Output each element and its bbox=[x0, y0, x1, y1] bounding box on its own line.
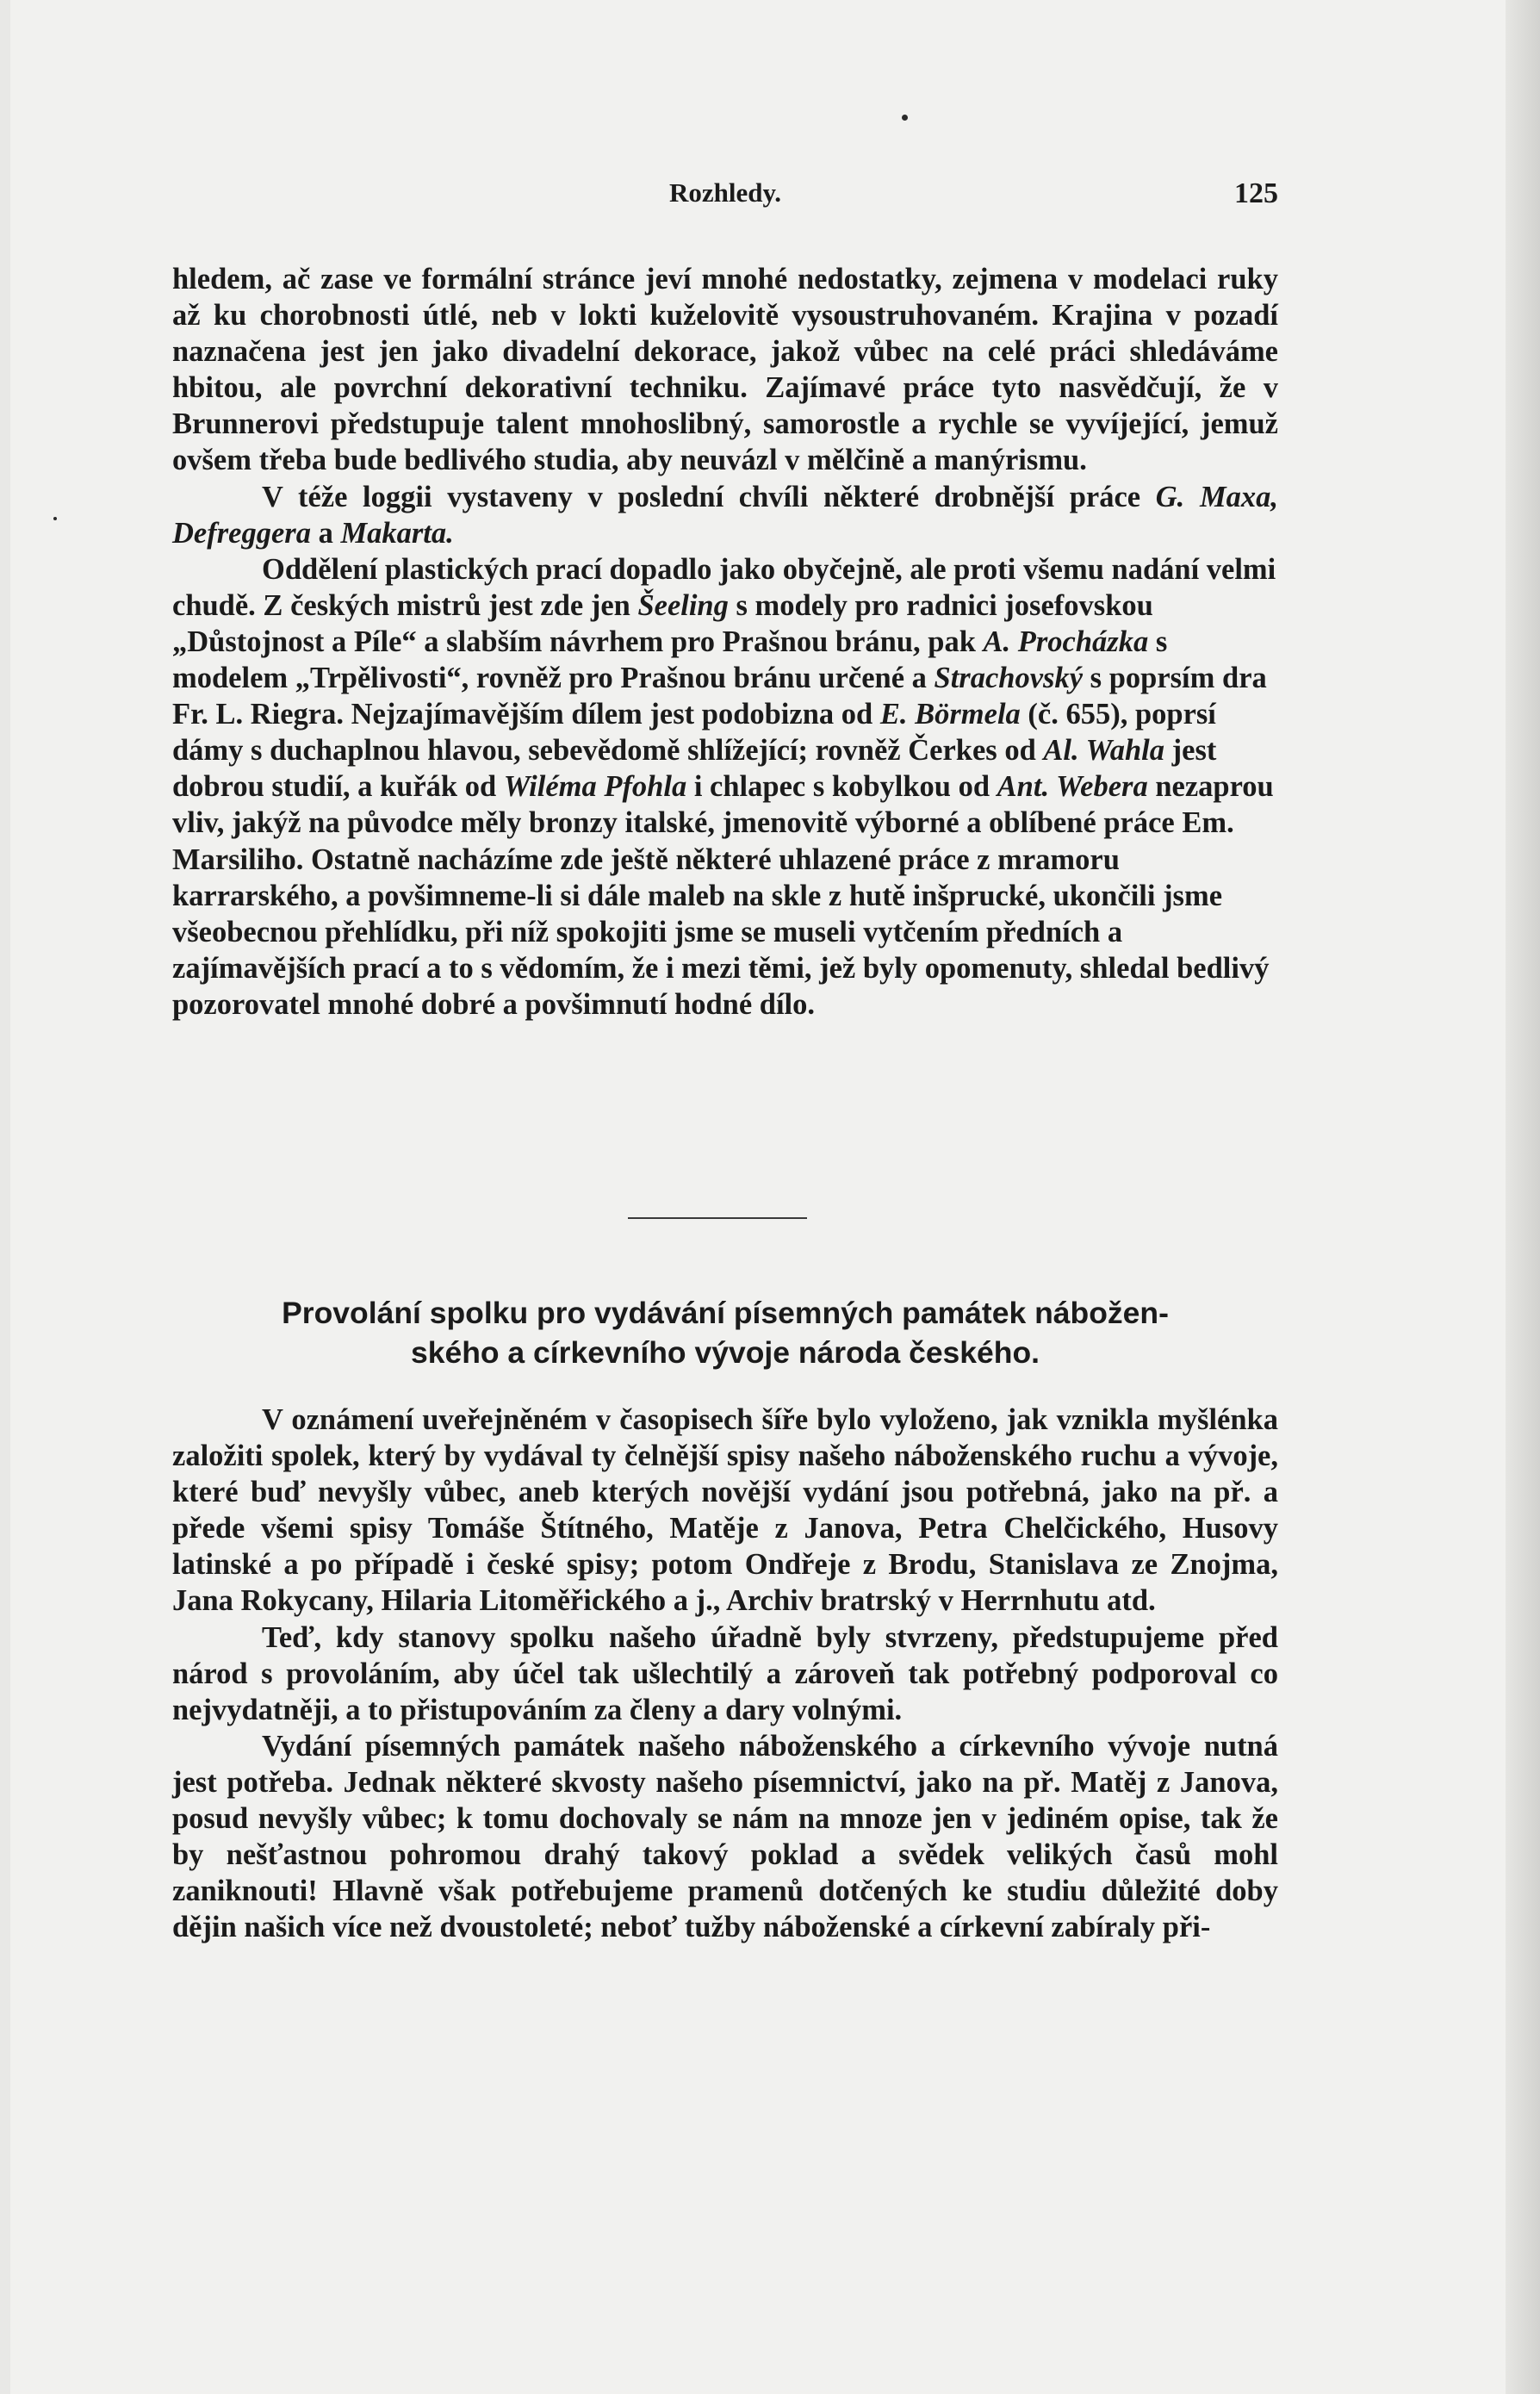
ink-speck bbox=[902, 115, 908, 121]
text-run: s modelem „Trpělivosti“, rovněž pro Prašnou bránu určené a bbox=[172, 625, 1168, 695]
section-divider bbox=[628, 1217, 807, 1219]
text-run: jest dobrou studií, a kuřák od bbox=[172, 734, 1217, 804]
text-run: i chlapec s kobylkou od bbox=[693, 770, 990, 804]
artist-name: Wiléma Pfohla bbox=[503, 770, 687, 804]
page-left-edge bbox=[0, 0, 10, 2394]
artist-name: Šeeling bbox=[637, 588, 729, 622]
page-number: 125 bbox=[1234, 177, 1278, 209]
artist-name: A. Procházka bbox=[983, 625, 1149, 658]
paragraph-loggia bbox=[172, 479, 1278, 551]
paragraph-brunner: hledem, ač zase ve formální stránce jeví mnohé nedostatky, zejmena v modelaci ruky až ku chorobnosti útlé, neb v lokti kuželovitě vysoustruhovaném. Krajina v pozadí naznačena jest jen jako divadelní dekorace, jakož vůbec na celé práci shledáváme hbitou, ale povrchní dekorativní techniku. Zajímavé práce tyto nasvědčují, že v Brunnerovi předstupuje talent mnohoslibný, samorostle a rychle se vyvíjející, jemuž ovšem třeba bude bedlivého studia, aby neuvázl v mělčině a manýrismu. bbox=[172, 263, 1278, 477]
artist-name: Strachovský bbox=[934, 662, 1084, 695]
paragraph-appeal: Teď, kdy stanovy spolku našeho úřadně byly stvrzeny, předstupujeme před národ s provoláním, aby účel tak ušlechtilý a zároveň tak potřebný podporoval co nejvydatněji, a to přistupováním za členy a dary volnými. bbox=[172, 1620, 1278, 1726]
paragraph-announcement: V oznámení uveřejněném v časopisech šíře bylo vyloženo, jak vznikla myšlénka založiti spolek, který by vydával ty čelnější spisy našeho náboženského ruchu a vývoje, které buď nevyšly vůbec, aneb kterých novější vydání jsou potřebná, jako na př. a přede všemi spisy Tomáše Štítného, Matěje z Janova, Petra Chelčického, Husovy latinské a po případě i české spisy; potom Ondřeje z Brodu, Stanislava ze Znojma, Jana Rokycany, Hilaria Litoměřického a j., Archiv bratrský v Herrnhutu atd. bbox=[172, 1403, 1278, 1618]
running-head: Rozhledy. bbox=[668, 177, 782, 208]
artist-names: G. Maxa, Defreggera bbox=[172, 480, 1279, 550]
page-right-edge bbox=[1506, 0, 1540, 2394]
heading-line-2: ského a církevního vývoje národa českého. bbox=[410, 1335, 1040, 1370]
article-continuation bbox=[172, 261, 1278, 1023]
page-header bbox=[172, 177, 1278, 221]
section-heading bbox=[172, 1293, 1278, 1372]
paragraph-sculpture bbox=[172, 551, 1278, 1023]
artist-name: Makarta. bbox=[340, 516, 454, 550]
ink-speck bbox=[53, 517, 57, 520]
text-run: s poprsím dra Fr. L. Riegra. Nejzajímavějším dílem jest podobizna od bbox=[172, 662, 1267, 731]
text-run: s modely pro radnici josefovskou „Důstojnost a Píle“ a slabším návrhem pro Prašnou bránu, pak bbox=[172, 588, 1153, 658]
text-run: nezaprou vliv, jakýž na původce měly bronzy italské, jmenovitě výborné a oblíbené práce Em. Marsiliho. Ostatně nacházíme zde ještě některé uhlazené práce z mramoru karrarského, a povšimneme-li si dále maleb na skle z hutě inšprucké, ukončili jsme všeobecnou přehlídku, při níž spokojiti jsme se museli vytčením předních a zajímavějších prací a to s vědomím, že i mezi těmi, jež byly opomenuty, shledal bedlivý pozorovatel mnohé dobré a povšimnutí hodné dílo. bbox=[172, 770, 1274, 1021]
artist-name: E. Börmela bbox=[879, 698, 1021, 731]
artist-name: Al. Wahla bbox=[1043, 734, 1165, 768]
text-run: (č. 655), poprsí dámy s duchaplnou hlavou, sebevědomě shlížející; rovněž Čerkes od bbox=[172, 698, 1216, 768]
proclamation-body bbox=[172, 1402, 1278, 1945]
artist-name: Ant. Webera bbox=[997, 770, 1148, 804]
text-run: Oddělení plastických prací dopadlo jako obyčejně, ale proti všemu nadání velmi chudě. Z českých mistrů jest zde jen bbox=[172, 552, 1276, 622]
paragraph-need: Vydání písemných památek našeho náboženského a církevního vývoje nutná jest potřeba. Jednak některé skvosty našeho písemnictví, jako na př. Matěj z Janova, posud nevyšly vůbec; k tomu dochovaly se nám na mnoze jen v jediném opise, tak že by nešťastnou pohromou drahý takový poklad a svědek velikých časů mohl zaniknouti! Hlavně však potřebujeme pramenů dotčených ke studiu důležité doby dějin našich více než dvoustoleté; neboť tužby náboženské a církevní zabíraly při- bbox=[172, 1729, 1278, 1944]
heading-line-1: Provolání spolku pro vydávání písemných památek nábožen- bbox=[282, 1296, 1169, 1330]
text-run: V téže loggii vystaveny v poslední chvíli některé drobnější práce bbox=[262, 480, 1141, 513]
text-run: a bbox=[318, 516, 333, 550]
